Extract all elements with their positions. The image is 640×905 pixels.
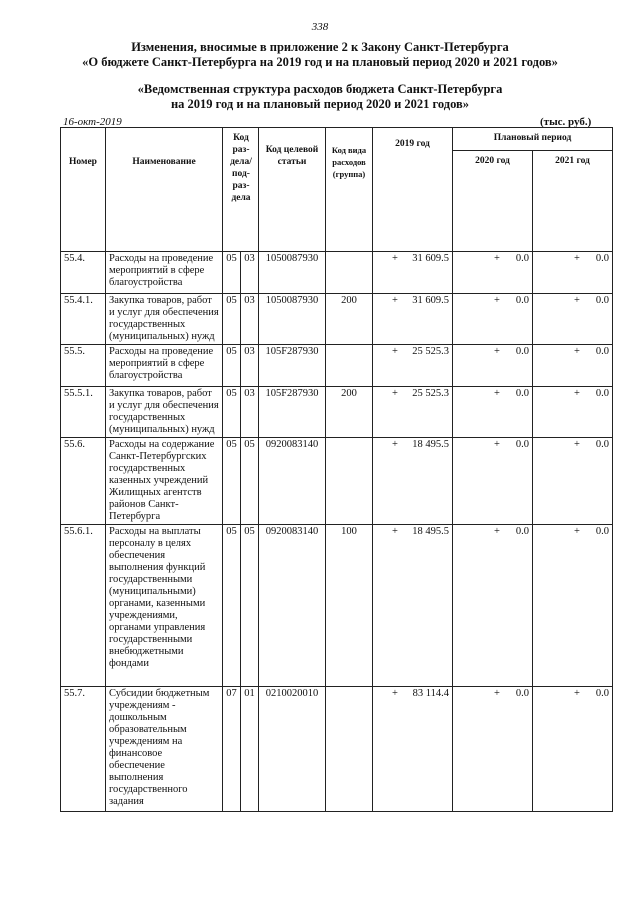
value: 0.0 xyxy=(595,253,609,264)
row-value-v2020 xyxy=(453,687,533,812)
plus-sign: + xyxy=(392,346,398,357)
row-number: 55.4.1. xyxy=(61,294,106,345)
plus-sign: + xyxy=(392,439,398,450)
row-subsection: 03 xyxy=(241,387,259,438)
row-type xyxy=(326,687,373,812)
header-name: Наименование xyxy=(106,128,223,252)
plus-sign: + xyxy=(494,346,500,357)
plus-sign: + xyxy=(392,526,398,537)
header-target: Код целевой статьи xyxy=(259,128,326,252)
row-value-v2019 xyxy=(373,387,453,438)
header-2020: 2020 год xyxy=(453,151,533,252)
row-section: 05 xyxy=(223,387,241,438)
value: 0.0 xyxy=(515,439,529,450)
plus-sign: + xyxy=(392,688,398,699)
row-value-v2020 xyxy=(453,525,533,687)
plus-sign: + xyxy=(574,439,580,450)
appendix-title xyxy=(0,82,640,112)
row-type xyxy=(326,438,373,525)
row-target: 1050087930 xyxy=(259,252,326,294)
row-value-v2020 xyxy=(453,252,533,294)
row-name: Закупка товаров, работ и услуг для обеспечения государственных (муниципальных) нужд xyxy=(106,387,223,438)
header-2021: 2021 год xyxy=(533,151,613,252)
row-name: Расходы на проведение мероприятий в сфере благоустройства xyxy=(106,345,223,387)
row-subsection: 01 xyxy=(241,687,259,812)
value: 0.0 xyxy=(595,526,609,537)
row-section: 05 xyxy=(223,252,241,294)
value: 0.0 xyxy=(515,346,529,357)
header-type: Код вида расходов (группа) xyxy=(326,128,373,252)
row-value-v2019 xyxy=(373,345,453,387)
table-row xyxy=(61,387,613,438)
header-2019: 2019 год xyxy=(373,128,453,252)
value: 31 609.5 xyxy=(412,253,449,264)
row-target: 105F287930 xyxy=(259,345,326,387)
units-label: (тыс. руб.) xyxy=(540,116,592,128)
row-type: 100 xyxy=(326,525,373,687)
header-number: Номер xyxy=(61,128,106,252)
plus-sign: + xyxy=(494,253,500,264)
row-section: 05 xyxy=(223,294,241,345)
row-value-v2021 xyxy=(533,438,613,525)
row-value-v2021 xyxy=(533,345,613,387)
row-subsection: 05 xyxy=(241,438,259,525)
table-row xyxy=(61,252,613,294)
value: 31 609.5 xyxy=(412,295,449,306)
row-type xyxy=(326,345,373,387)
row-name: Закупка товаров, работ и услуг для обеспечения государственных (муниципальных) нужд xyxy=(106,294,223,345)
row-value-v2021 xyxy=(533,387,613,438)
plus-sign: + xyxy=(494,295,500,306)
row-value-v2019 xyxy=(373,294,453,345)
table-row xyxy=(61,438,613,525)
row-value-v2021 xyxy=(533,525,613,687)
plus-sign: + xyxy=(392,253,398,264)
row-value-v2019 xyxy=(373,438,453,525)
row-value-v2020 xyxy=(453,387,533,438)
row-value-v2020 xyxy=(453,294,533,345)
row-type: 200 xyxy=(326,387,373,438)
row-value-v2021 xyxy=(533,687,613,812)
page-number: 338 xyxy=(311,21,329,33)
value: 0.0 xyxy=(595,295,609,306)
row-target: 0920083140 xyxy=(259,438,326,525)
row-number: 55.6. xyxy=(61,438,106,525)
row-name: Расходы на проведение мероприятий в сфере благоустройства xyxy=(106,252,223,294)
plus-sign: + xyxy=(574,526,580,537)
title-line-4: на 2019 год и на плановый период 2020 и 2021 годов» xyxy=(170,97,470,111)
value: 0.0 xyxy=(595,439,609,450)
value: 25 525.3 xyxy=(412,346,449,357)
value: 25 525.3 xyxy=(412,388,449,399)
row-section: 07 xyxy=(223,687,241,812)
row-name: Субсидии бюджетным учреждениям - дошкольным образовательным учреждениям на финансовое обеспечение выполнения государственного задания xyxy=(106,687,223,812)
table-row xyxy=(61,687,613,812)
value: 0.0 xyxy=(515,253,529,264)
row-target: 0210020010 xyxy=(259,687,326,812)
value: 0.0 xyxy=(595,688,609,699)
row-subsection: 05 xyxy=(241,525,259,687)
value: 18 495.5 xyxy=(412,526,449,537)
title-line-3: «Ведомственная структура расходов бюджета Санкт-Петербурга xyxy=(137,82,503,96)
row-section: 05 xyxy=(223,438,241,525)
row-subsection: 03 xyxy=(241,294,259,345)
plus-sign: + xyxy=(392,295,398,306)
plus-sign: + xyxy=(574,346,580,357)
header-planned: Плановый период xyxy=(453,128,613,151)
row-type: 200 xyxy=(326,294,373,345)
plus-sign: + xyxy=(494,439,500,450)
title-line-1: Изменения, вносимые в приложение 2 к Закону Санкт-Петербурга xyxy=(131,40,509,54)
value: 83 114.4 xyxy=(412,688,449,699)
plus-sign: + xyxy=(574,388,580,399)
row-value-v2020 xyxy=(453,345,533,387)
document-date: 16-окт-2019 xyxy=(63,116,122,128)
row-value-v2019 xyxy=(373,525,453,687)
row-value-v2021 xyxy=(533,294,613,345)
row-value-v2019 xyxy=(373,252,453,294)
row-name: Расходы на выплаты персоналу в целях обеспечения выполнения функций государственными (муниципальными) органами, казенными учреждениями, органами управления государственными внебюджетными фондами xyxy=(106,525,223,687)
row-value-v2021 xyxy=(533,252,613,294)
plus-sign: + xyxy=(494,688,500,699)
header-section: Код раз-дела/ под-раз-дела xyxy=(223,128,259,252)
table-row xyxy=(61,525,613,687)
row-target: 1050087930 xyxy=(259,294,326,345)
value: 0.0 xyxy=(515,295,529,306)
value: 0.0 xyxy=(595,388,609,399)
plus-sign: + xyxy=(494,526,500,537)
title-line-2: «О бюджете Санкт-Петербурга на 2019 год и на плановый период 2020 и 2021 годов» xyxy=(82,55,558,69)
row-number: 55.4. xyxy=(61,252,106,294)
value: 0.0 xyxy=(595,346,609,357)
value: 0.0 xyxy=(515,388,529,399)
row-number: 55.5. xyxy=(61,345,106,387)
row-number: 55.6.1. xyxy=(61,525,106,687)
plus-sign: + xyxy=(574,253,580,264)
row-type xyxy=(326,252,373,294)
table-row xyxy=(61,294,613,345)
plus-sign: + xyxy=(494,388,500,399)
budget-table xyxy=(60,127,613,812)
row-value-v2020 xyxy=(453,438,533,525)
plus-sign: + xyxy=(574,295,580,306)
row-name: Расходы на содержание Санкт-Петербургских государственных казенных учреждений Жилищных агентств районов Санкт-Петербурга xyxy=(106,438,223,525)
row-section: 05 xyxy=(223,525,241,687)
row-subsection: 03 xyxy=(241,345,259,387)
plus-sign: + xyxy=(574,688,580,699)
row-value-v2019 xyxy=(373,687,453,812)
value: 0.0 xyxy=(515,526,529,537)
row-subsection: 03 xyxy=(241,252,259,294)
value: 18 495.5 xyxy=(412,439,449,450)
document-title xyxy=(0,40,640,70)
value: 0.0 xyxy=(515,688,529,699)
row-section: 05 xyxy=(223,345,241,387)
row-number: 55.5.1. xyxy=(61,387,106,438)
row-number: 55.7. xyxy=(61,687,106,812)
plus-sign: + xyxy=(392,388,398,399)
row-target: 0920083140 xyxy=(259,525,326,687)
table-row xyxy=(61,345,613,387)
row-target: 105F287930 xyxy=(259,387,326,438)
